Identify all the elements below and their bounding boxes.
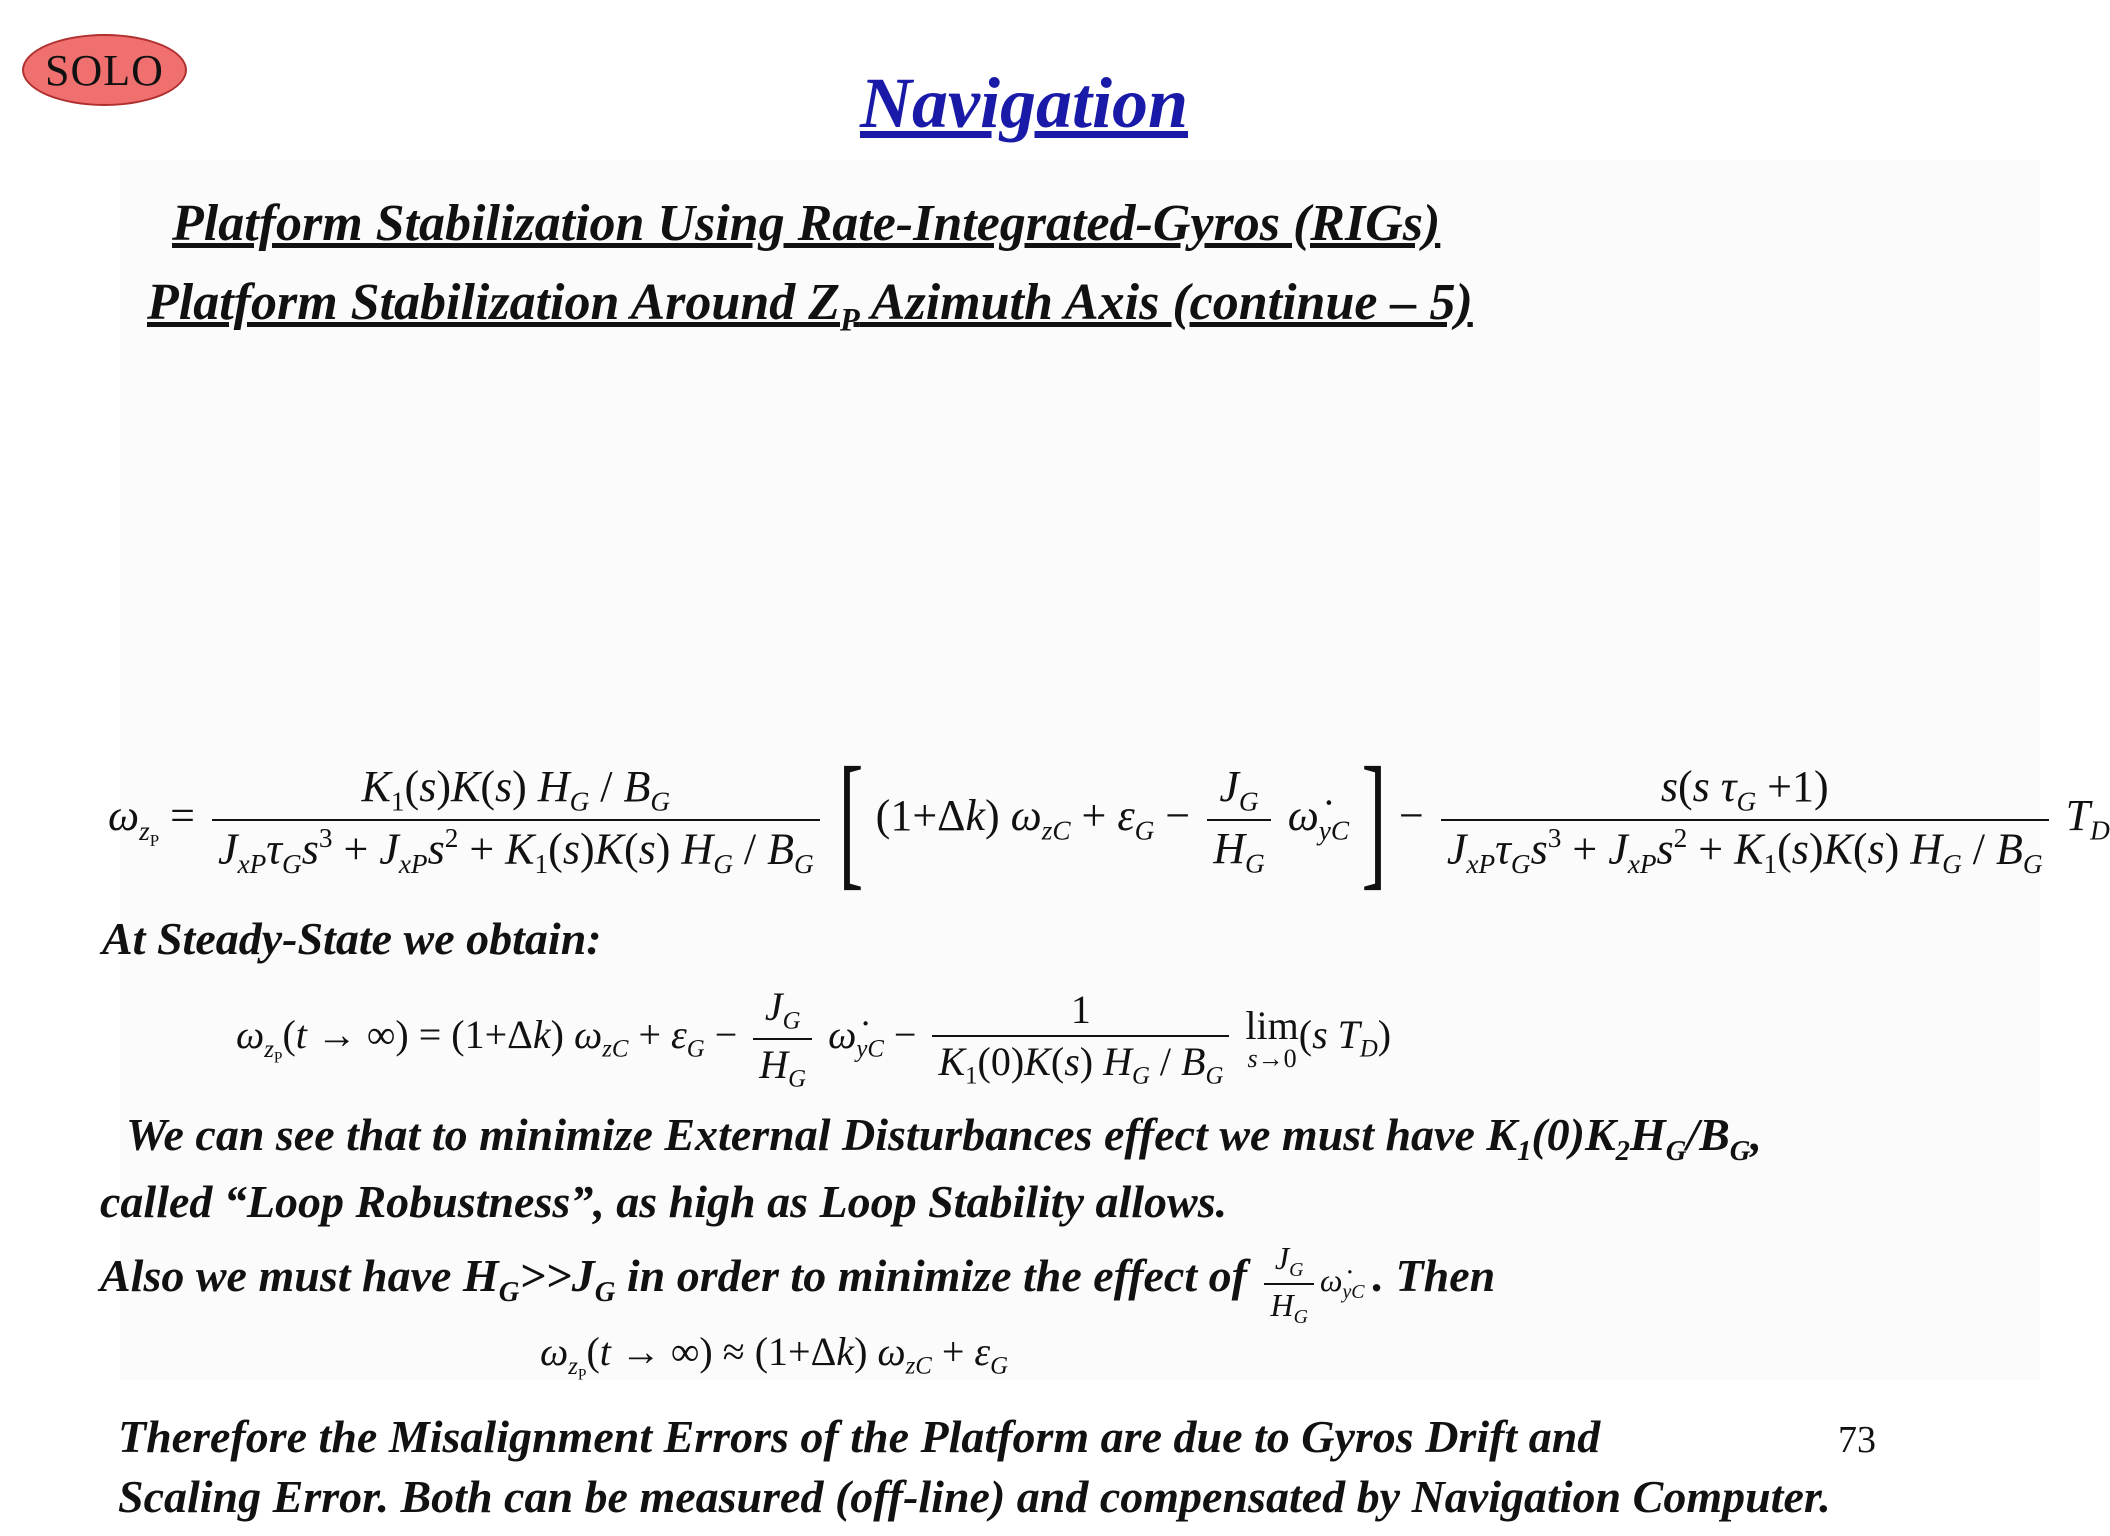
para3-b: >>J bbox=[519, 1250, 595, 1302]
para1-d: /B bbox=[1686, 1109, 1730, 1160]
steady-state-label: At Steady-State we obtain: bbox=[102, 913, 602, 964]
para1-s2: 2 bbox=[1615, 1135, 1630, 1167]
para3-then: . Then bbox=[1372, 1250, 1496, 1302]
paragraph-3 bbox=[100, 1238, 1495, 1329]
subtitle-2-sub: P bbox=[840, 301, 860, 338]
para3-s2: G bbox=[594, 1277, 616, 1309]
para1-e: , bbox=[1750, 1109, 1762, 1160]
subtitle-1: Platform Stabilization Using Rate-Integrated-Gyros (RIGs) bbox=[172, 195, 1441, 252]
equation-approximation: $\omega_{z_P}(t$ → ∞) ≈ (1+Δk) $\omega_{zC} + \varepsilon_G$ bbox=[540, 1329, 1009, 1384]
subtitle-2-suffix: Azimuth Axis (continue – 5) bbox=[859, 274, 1473, 331]
para1-s4: G bbox=[1729, 1135, 1751, 1167]
subtitle-2 bbox=[147, 273, 1473, 338]
equation-steady-state: $\omega_{z_P}(t$ → ∞) = (1+Δk) $\omega_{zC} + \varepsilon_G$ − $\frac{J_G}{H_G}$ $\omegȧ_{yC}$ − $\frac{1}{K_1(0)K(s) H_G / B_G}$ lim s→0 (s $T_D$) bbox=[236, 984, 1392, 1093]
steady-state-text: At Steady-State we obtain bbox=[102, 913, 587, 964]
inline-gyro-term: $\frac{J_G}{H_G}$ $\omegȧ_{yC}$ bbox=[1258, 1262, 1372, 1298]
para1-c: H bbox=[1629, 1109, 1666, 1160]
subtitle-2-prefix: Platform Stabilization Around Z bbox=[147, 274, 841, 331]
solo-badge: SOLO bbox=[22, 34, 187, 106]
conclusion-line-1: Therefore the Misalignment Errors of the Platform are due to Gyros Drift and bbox=[118, 1411, 1601, 1462]
para1-b: (0)K bbox=[1531, 1109, 1616, 1160]
para3-s1: G bbox=[498, 1277, 520, 1309]
para1-s3: G bbox=[1665, 1135, 1687, 1167]
para3-c: in order to minimize the effect of bbox=[615, 1250, 1247, 1302]
paragraph-1 bbox=[126, 1108, 1762, 1168]
page-number: 73 bbox=[1838, 1419, 1876, 1461]
para1-s1: 1 bbox=[1517, 1135, 1532, 1167]
page-title: Navigation bbox=[859, 63, 1188, 143]
conclusion-line-2: Scaling Error. Both can be measured (off-line) and compensated by Navigation Computer. bbox=[118, 1471, 1831, 1522]
para3-a: Also we must have H bbox=[100, 1250, 499, 1302]
equation-main: $\omega_{z_P}$ = $\frac{K_1(s)K(s) H_G / B_G}{J_{xP}\tau_Gs^3 + J_{xP}s^2 + K_1(s)K(s) H_G / B_G}$ [ (1+Δk) $\omega_{zC} + \varepsilon_G$ − $\frac{J_G}{H_G}$ $\omegȧ_{yC}$] − $\frac{s(s \tau_G +1)}{J_{xP}\tau_Gs^3 + J_{xP}s^2 + K_1(s)K(s) H_G / B_G}$ $T_D$ bbox=[108, 737, 2110, 903]
para1-a: We can see that to minimize External Disturbances effect we must have K bbox=[126, 1109, 1518, 1160]
paragraph-2: called “Loop Robustness”, as high as Loop Stability allows. bbox=[100, 1176, 1228, 1227]
